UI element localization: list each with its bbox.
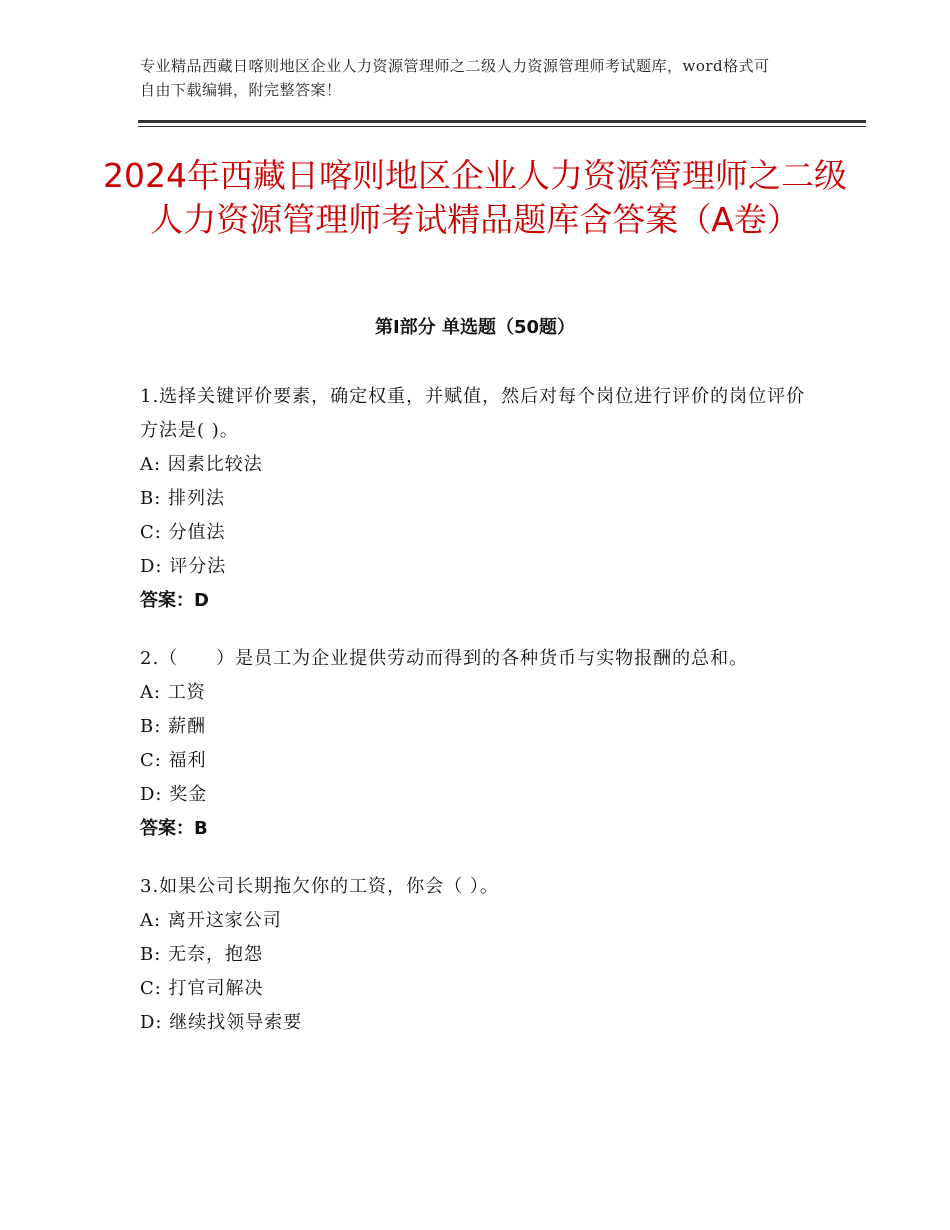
option-a: A: 因素比较法 <box>140 454 263 475</box>
question-list <box>140 380 810 1064</box>
header-note: 专业精品西藏日喀则地区企业人力资源管理师之二级人力资源管理师考试题库，word格式可自由下载编辑，附完整答案！ <box>140 57 770 99</box>
answer-label: 答案：D <box>140 590 209 611</box>
option-b: B: 排列法 <box>140 488 226 509</box>
question-stem: 3.如果公司长期拖欠你的工资，你会（ ）。 <box>140 876 499 897</box>
header-divider-thin <box>138 126 866 127</box>
option-d: D: 评分法 <box>140 556 227 577</box>
option-a: A: 工资 <box>140 682 206 703</box>
option-c: C: 分值法 <box>140 522 226 543</box>
option-c: C: 打官司解决 <box>140 978 264 999</box>
document-title: 2024年西藏日喀则地区企业人力资源管理师之二级人力资源管理师考试精品题库含答案（A卷） <box>103 156 847 239</box>
option-b: B: 薪酬 <box>140 716 207 737</box>
question-1 <box>140 380 810 618</box>
question-stem: 1.选择关键评价要素，确定权重，并赋值，然后对每个岗位进行评价的岗位评价方法是( )。 <box>140 386 806 441</box>
option-d: D: 继续找领导索要 <box>140 1012 303 1033</box>
option-c: C: 福利 <box>140 750 207 771</box>
header-divider <box>138 120 866 123</box>
question-stem: 2.（ ）是员工为企业提供劳动而得到的各种货币与实物报酬的总和。 <box>140 648 749 669</box>
option-b: B: 无奈，抱怨 <box>140 944 264 965</box>
answer-label: 答案：B <box>140 818 208 839</box>
question-3 <box>140 870 810 1040</box>
option-d: D: 奖金 <box>140 784 208 805</box>
question-2 <box>140 642 810 846</box>
option-a: A: 离开这家公司 <box>140 910 282 931</box>
section-heading: 第Ⅰ部分 单选题（50题） <box>374 317 575 338</box>
